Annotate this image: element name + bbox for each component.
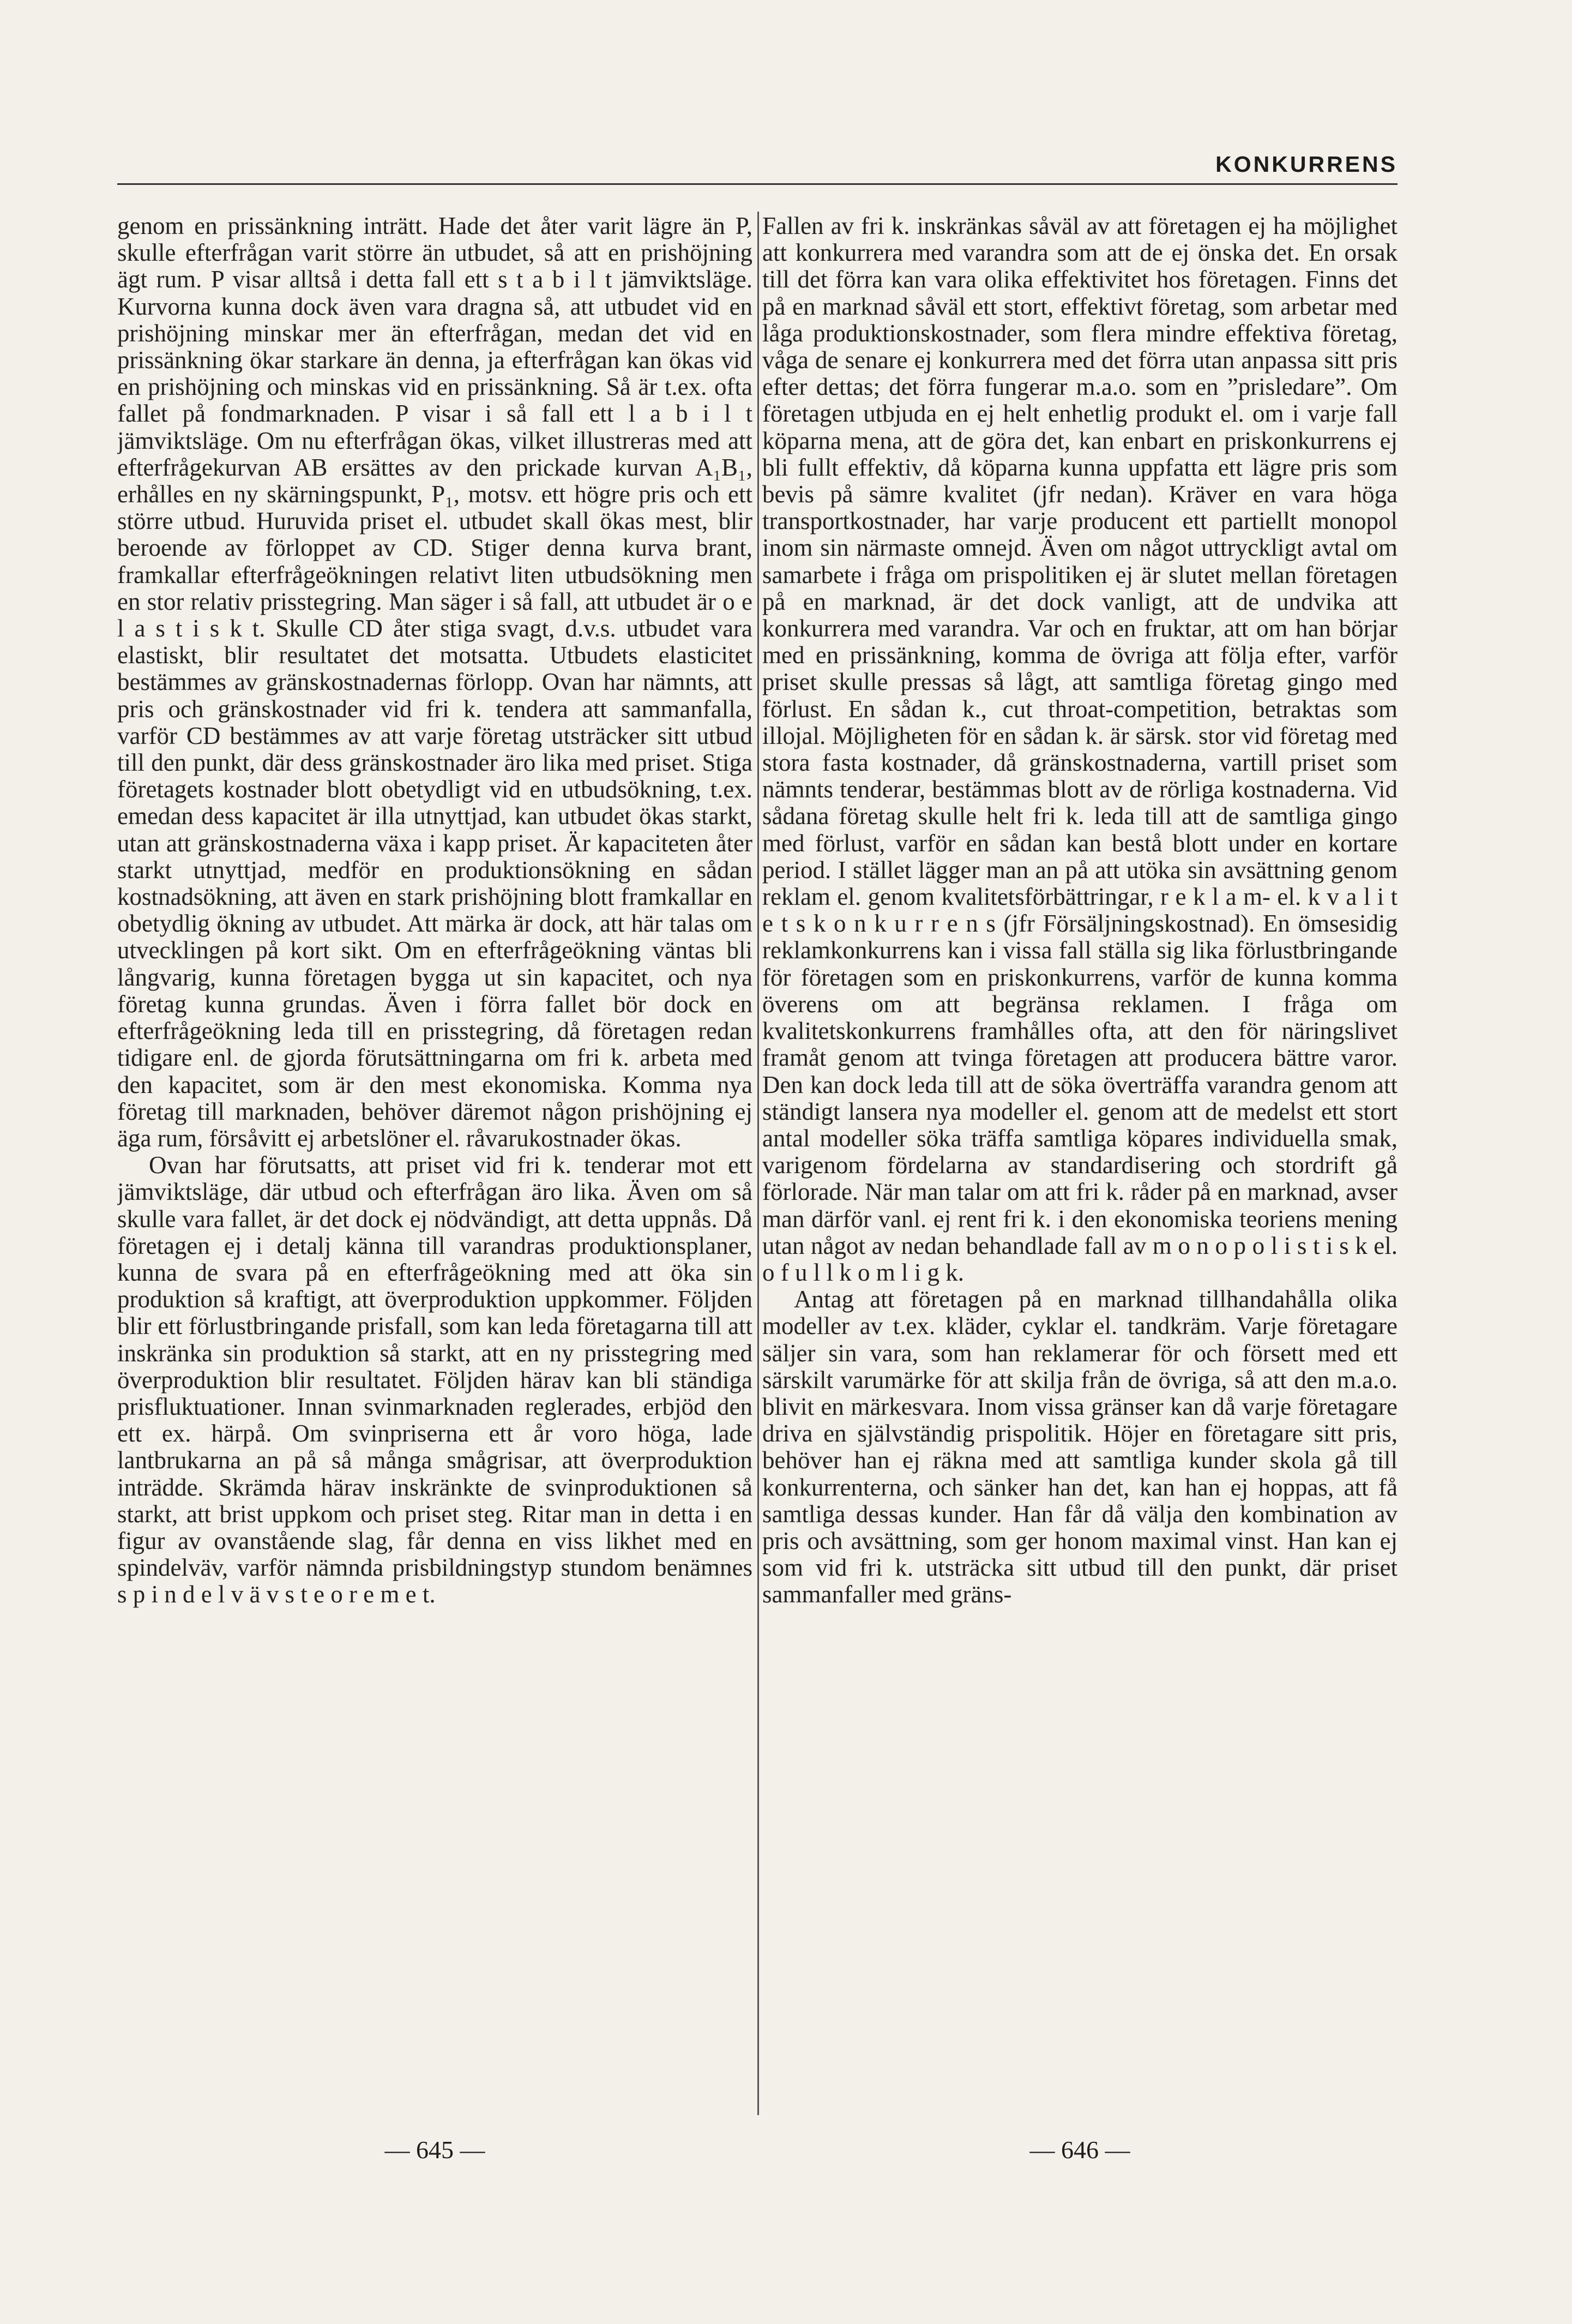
- page-number-left: — 645 —: [384, 2136, 485, 2164]
- running-header: KONKURRENS: [1215, 152, 1398, 177]
- left-column: [117, 213, 752, 2122]
- column-divider: [757, 212, 759, 2115]
- paragraph: Fallen av fri k. inskränkas såväl av att företagen ej ha möjlighet att konkurrera med varandra som att de ej önska det. En orsak till det förra kan vara olika effektivitet hos företagen. Finns det på en marknad såväl ett stort, effektivt företag, som arbetar med låga produktionskostnader, som flera mindre effektiva företag, våga de senare ej konkurrera med det förra utan anpassa sitt pris efter dettas; det förra fungerar m.a.o. som en ”prisledare”. Om företagen utbjuda en ej helt enhetlig produkt el. om i varje fall köparna mena, att de göra det, kan enbart en priskonkurrens ej bli fullt effektiv, då köparna kunna uppfatta ett lägre pris som bevis på sämre kvalitet (jfr nedan). Kräver en vara höga transportkostnader, har varje producent ett partiellt monopol inom sin närmaste omnejd. Även om något uttryckligt avtal om samarbete i fråga om prispolitiken ej är slutet mellan företagen på en marknad, är det dock vanligt, att de undvika att konkurrera med varandra. Var och en fruktar, att om han börjar med en prissänkning, komma de övriga att följa efter, varför priset skulle pressas så lågt, att samtliga företag gingo med förlust. En sådan k., cut throat-competition, betraktas som illojal. Möjligheten för en sådan k. är särsk. stor vid företag med stora fasta kostnader, då gränskostnaderna, vartill priset som nämnts tenderar, bestämmas blott av de rörliga kostnaderna. Vid sådana företag skulle helt fri k. leda till att de samtliga gingo med förlust, varför en sådan kan bestå blott under en kortare period. I stället lägger man an på att utöka sin avsättning genom reklam el. genom kvalitetsförbättringar, r e k l a m- el. k v a l i t e t s k o n k u r r e n s (jfr Försäljningskostnad). En ömsesidig reklamkonkurrens kan i vissa fall ställa sig lika förlustbringande för företagen som en priskonkurrens, varför de kunna komma överens om att begränsa reklamen. I fråga om kvalitetskonkurrens framhålles ofta, att den för näringslivet framåt genom att tvinga företagen att producera bättre varor. Den kan dock leda till att de söka överträffa varandra genom att ständigt lansera nya modeller el. genom att de medelst ett stort antal modeller söka träffa samtliga köpares individuella smak, varigenom fördelarna av standardisering och stordrift gå förlorade. När man talar om att fri k. råder på en marknad, avser man därför vanl. ej rent fri k. i den ekonomiska teoriens mening utan något av nedan behandlade fall av m o n o p o l i s t i s k el. o f u l l k o m l i g k.: [762, 213, 1398, 1286]
- page-number-right: — 646 —: [1029, 2136, 1130, 2164]
- right-column: [762, 213, 1398, 2122]
- paragraph: genom en prissänkning inträtt. Hade det åter varit lägre än P, skulle efterfrågan varit större än utbudet, så att en prishöjning ägt rum. P visar alltså i detta fall ett s t a b i l t jämviktsläge. Kurvorna kunna dock även vara dragna så, att utbudet vid en prishöjning minskar mer än efterfrågan, medan det vid en prissänkning ökar starkare än denna, ja efterfrågan kan ökas vid en prishöjning och minskas vid en prissänkning. Så är t.ex. ofta fallet på fondmarknaden. P visar i så fall ett l a b i l t jämviktsläge. Om nu efterfrågan ökas, vilket illustreras med att efterfrågekurvan AB ersättes av den prickade kurvan A₁B₁, erhålles en ny skärningspunkt, P₁, motsv. ett högre pris och ett större utbud. Huruvida priset el. utbudet skall ökas mest, blir beroende av förloppet av CD. Stiger denna kurva brant, framkallar efterfrågeökningen relativt liten utbudsökning men en stor relativ prisstegring. Man säger i så fall, att utbudet är o e l a s t i s k t. Skulle CD åter stiga svagt, d.v.s. utbudet vara elastiskt, blir resultatet det motsatta. Utbudets elasticitet bestämmes av gränskostnadernas förlopp. Ovan har nämnts, att pris och gränskostnader vid fri k. tendera att sammanfalla, varför CD bestämmes av att varje företag utsträcker sitt utbud till den punkt, där dess gränskostnader äro lika med priset. Stiga företagets kostnader blott obetydligt vid en utbudsökning, t.ex. emedan dess kapacitet är illa utnyttjad, kan utbudet ökas starkt, utan att gränskostnaderna växa i kapp priset. Är kapaciteten åter starkt utnyttjad, medför en produktionsökning en sådan kostnadsökning, att även en stark prishöjning blott framkallar en obetydlig ökning av utbudet. Att märka är dock, att här talas om utvecklingen på kort sikt. Om en efterfrågeökning väntas bli långvarig, kunna företagen bygga ut sin kapacitet, och nya företag kunna grundas. Även i förra fallet bör dock en efterfrågeökning leda till en prisstegring, då företagen redan tidigare enl. de gjorda förutsättningarna om fri k. arbeta med den kapacitet, som är den mest ekonomiska. Komma nya företag till marknaden, behöver däremot någon prishöjning ej äga rum, försåvitt ej arbetslöner el. råvarukostnader ökas.: [117, 213, 752, 1152]
- header-rule: [117, 183, 1398, 185]
- paragraph: Ovan har förutsatts, att priset vid fri k. tenderar mot ett jämviktsläge, där utbud och efterfrågan äro lika. Även om så skulle vara fallet, är det dock ej nödvändigt, att detta uppnås. Då företagen ej i detalj känna till varandras produktionsplaner, kunna de svara på en efterfrågeökning med att öka sin produktion så kraftigt, att överproduktion uppkommer. Följden blir ett förlustbringande prisfall, som kan leda företagarna till att inskränka sin produktion så starkt, att en ny prisstegring med överproduktion blir resultatet. Följden härav kan bli ständiga prisfluktuationer. Innan svinmarknaden reglerades, erbjöd den ett ex. härpå. Om svinpriserna ett år voro höga, lade lantbrukarna an på så många smågrisar, att överproduktion inträdde. Skrämda härav inskränkte de svinproduktionen så starkt, att brist uppkom och priset steg. Ritar man in detta i en figur av ovanstående slag, får denna en viss likhet med en spindelväv, varför nämnda prisbildningstyp stundom benämnes s p i n d e l v ä v s t e o r e m e t.: [117, 1151, 752, 1608]
- paragraph: Antag att företagen på en marknad tillhandahålla olika modeller av t.ex. kläder, cyklar el. tandkräm. Varje företagare säljer sin vara, som han reklamerar för och försett med ett särskilt varumärke för att skilja från de övriga, så att den m.a.o. blivit en märkesvara. Inom vissa gränser kan då varje företagare driva en självständig prispolitik. Höjer en företagare sitt pris, behöver han ej räkna med att samtliga kunder skola gå till konkurrenterna, och sänker han det, kan han ej hoppas, att få samtliga dessas kunder. Han får då välja den kombination av pris och avsättning, som ger honom maximal vinst. Han kan ej som vid fri k. utsträcka sitt utbud till den punkt, där priset sammanfaller med gräns-: [762, 1286, 1398, 1608]
